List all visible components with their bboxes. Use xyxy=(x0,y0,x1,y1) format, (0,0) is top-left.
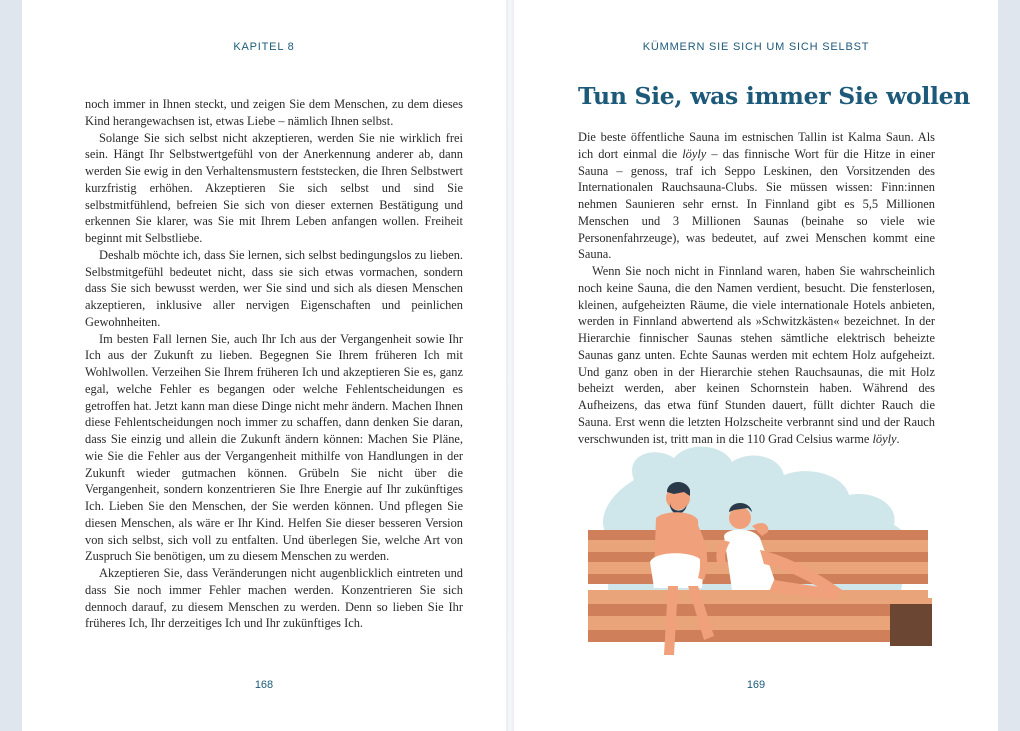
book-gutter xyxy=(506,0,514,731)
left-body-text xyxy=(85,96,463,632)
page-number-left: 168 xyxy=(254,679,274,691)
running-head-right: KÜMMERN SIE SICH UM SICH SELBST xyxy=(642,41,870,53)
paragraph xyxy=(578,263,935,447)
italic-term: löyly xyxy=(872,431,897,446)
paragraph: Deshalb möchte ich, dass Sie lernen, sich selbst bedingungslos zu lieben. Selbstmitgefühl bedeutet nicht, dass sie sich etwas vormachen, sondern dass Sie sich bewusst werden, wer Sie sind und sich als diesen Menschen akzeptieren, inklusive aller nervigen Eigenschaften und peinlichen Gewohnheiten. xyxy=(85,247,463,329)
sauna-illustration xyxy=(564,440,944,690)
left-page xyxy=(22,0,506,731)
sauna-stove xyxy=(890,598,932,646)
page-number-right: 169 xyxy=(746,679,766,691)
text-run: – das finnische Wort für die Hitze in einer Sauna – genoss, traf ich Seppo Leskinen, den Vorsitzenden des Internationalen Rauchsauna-Clubs. Sie müssen wissen: Finn:innen nehmen Saunieren sehr ernst. In Finnland gibt es 5,5 Millionen Menschen und 3 Millionen Saunas (beinahe so viele wie Personenfahrzeuge), was bedeutet, auf zwei Menschen kommt eine Sauna. xyxy=(578,146,935,262)
right-page xyxy=(514,0,998,731)
running-head-left: KAPITEL 8 xyxy=(233,41,295,53)
paragraph: noch immer in Ihnen steckt, und zeigen Sie dem Menschen, zu dem dieses Kind herangewachsen ist, etwas Liebe – nämlich Ihnen selbst. xyxy=(85,97,463,128)
stove-top xyxy=(890,598,932,604)
section-heading: Tun Sie, was immer Sie wollen xyxy=(578,82,971,110)
text-run: Wenn Sie noch nicht in Finnland waren, haben Sie wahrscheinlich noch keine Sauna, die den Namen verdient, besucht. Die fensterlosen, kleinen, aufgeheizten Räume, die viele internationale Hotels anbieten, werden in Finnland abwertend als »Schwitzkästen« bezeichnet. In der Hierarchie finnischer Saunas stehen sämtliche elektrisch beheizte Saunas ganz unten. Echte Saunas werden mit echtem Holz aufgeheizt. Und ganz oben in der Hierarchie stehen Rauchsaunas, die mit Holz beheizt werden, aber keinen Schornstein haben. Während des Aufheizens, das etwa fünf Stunden dauert, füllt dichter Rauch die Sauna. Erst wenn die letzten Holzscheite verbrannt sind und der Rauch verschwunden ist, tritt man in die 110 Grad Celsius warme xyxy=(578,264,935,446)
bench-lower-plank xyxy=(588,604,928,616)
paragraph: Im besten Fall lernen Sie, auch Ihr Ich aus der Vergangenheit sowie Ihr Ich aus der Zukunft zu lieben. Begegnen Sie Ihrem früheren Ich mit Wohlwollen. Verzeihen Sie Ihrem früheren Ich und akzeptieren Sie es, ganz egal, welche Fehler es begangen oder welche Fehlentscheidungen es getroffen hat. Jetzt kann man diese Dinge nicht mehr ändern. Machen Ihnen diese Fehlentscheidungen noch immer zu schaffen, dann denken Sie daran, dass Sie einzig und allein die Zukunft ändern können: Machen Sie Pläne, wie Sie die Fehler aus der Vergangenheit mithilfe von Handlungen in der Zukunft wieder gutmachen können. Grübeln Sie nicht über die Vergangenheit, sondern konzentrieren Sie Ihre Energie auf Ihr zukünftiges Ich. Lieben Sie den Menschen, der Sie werden können. Und pflegen Sie diesen Menschen, als wäre er Ihr Kind. Helfen Sie dieser besseren Version von sich selbst, sich voll zu entfalten. Und überlegen Sie, welche Art von Zuspruch Sie benötigen, um zu diesem Menschen zu werden. xyxy=(85,331,463,564)
bench-lower-plank xyxy=(588,616,928,630)
text-run: Die beste öffentliche Sauna im estnischen Tallin ist Kalma Saun. Als ich dort einmal die xyxy=(578,130,935,161)
paragraph: Solange Sie sich selbst nicht akzeptieren, werden Sie nie wirklich frei sein. Hängt Ihr Selbstwertgefühl von der Anerkennung anderer ab, dann werden Sie ewig in den Verhaltensmustern feststecken, die Ihren Selbstwert kurzfristig erhöhen. Akzeptieren Sie sich selbst und sind Sie selbstmitfühlend, befreien Sie sich von dieser externen Bestätigung und erkennen Sie klarer, was Sie mit Ihrem Leben anfangen wollen. Freiheit beginnt mit Selbstliebe. xyxy=(85,130,463,245)
bench-lower-plank xyxy=(588,630,928,642)
bench-lower-plank xyxy=(588,590,928,604)
right-body-text xyxy=(578,129,935,447)
italic-term: löyly xyxy=(682,146,707,161)
paragraph: Akzeptieren Sie, dass Veränderungen nicht augenblicklich eintreten und dass Sie noch immer Fehler machen werden. Konzentrieren Sie sich dennoch darauf, zu diesem Menschen zu werden. Denn so lieben Sie Ihr früheres Ich, Ihr derzeitiges Ich und Ihr zukünftiges Ich. xyxy=(85,566,463,631)
paragraph xyxy=(578,129,935,263)
text-run: . xyxy=(896,431,900,446)
